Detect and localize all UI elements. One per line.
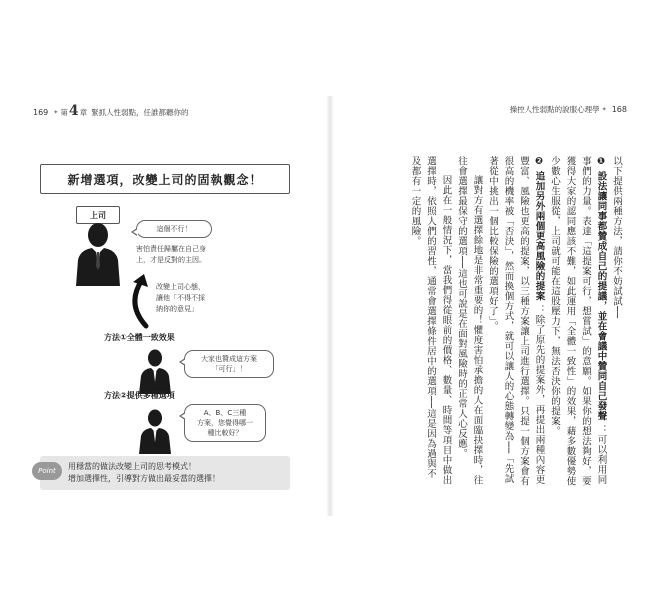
point-text [68,461,220,485]
item1-heading: 設法讓同事都贊成自己的提議，並在會議中贊同自己發聲 [595,171,607,422]
chapter-prefix: 第 [60,107,68,117]
method1-speech-bubble [184,350,274,378]
ornament-icon: ✦ [53,108,59,116]
method2-speech-bubble [184,404,266,442]
item1-paragraph [547,156,609,486]
method2-bubble-line: 種比較好？ [207,429,243,437]
method2-label: 方法②提供多種選項 [104,391,175,400]
method2-bubble-line: A、B、C三種 [203,409,247,417]
chapter-suffix: 章 [79,107,88,117]
ornament-icon: ✦ [601,106,607,113]
chapter-number: 4 [68,103,79,119]
method2-bubble-line: 方案，您覺得哪一 [197,419,253,427]
method1-label: 方法①全體一致效果 [104,333,175,342]
intro-paragraph: 以下提供兩種方法，請你不妨試試── [611,156,622,319]
right-running-title: 操控人性弱點的說服心理學 [509,105,600,114]
method1-bubble-line: 「可行」！ [211,365,247,373]
change-note-line: 讓他「不得不採 [156,294,205,302]
method1-bubble-line: 大家也贊成這方案 [201,355,257,363]
right-page-number: 168 [611,105,627,114]
boss-silhouette-icon [74,220,122,286]
diagram-title: 新增選項，改變上司的固執觀念！ [40,164,290,194]
book-gutter [326,96,334,516]
point-line: 增加選擇性，引導對方做出最妥當的選擇！ [68,474,220,483]
boss-note-line: 上，才是反對的主因。 [136,256,206,264]
left-page-diagram [40,164,290,484]
body-paragraph-1: 讓對方有選擇餘地是非常重要的！懼度害怕承擔的人在面臨抉擇時，往往會選擇最保守的選項──這也可說是在面對風險時的正常人心反應。 [456,156,483,485]
body-paragraph-2: 因此在一般情況下，當我們得從眼前的價格、數量、時間等項目中做出選擇時，依照人們的習性，通常會選擇條件居中的選項──這是因為過與不及都有一定的風險。 [409,156,452,485]
colleague-silhouette-icon [138,408,172,454]
colleague-silhouette-icon [138,348,172,394]
point-line: 用穩當的做法改變上司的思考模式！ [68,462,196,471]
left-running-title: 緊抓人性弱點，任誰都聽你的 [91,107,189,117]
left-page-number: 169 [33,107,49,117]
item2-paragraph [485,156,547,486]
boss-note-line: 害怕責任歸屬在自己身 [136,245,206,253]
item1-number: ❶ [595,156,607,168]
book-spread [14,96,642,516]
item2-heading: 追加另外兩個更高風險的提案 [533,171,545,302]
right-page-header [510,104,630,115]
item2-text: ：除了原先的提案外，再提出兩種內容更豐富、風險也更高的提案，以三種方案讓上司進行選擇。只提一個方案會有很高的機率被「否決」，然而換個方式，就可以讓人的心態轉變為──「先試著從中挑出一個比較保險的選項好了」。 [487,156,545,486]
boss-note [136,244,206,266]
curved-arrow-icon [124,274,152,330]
point-summary-box [40,456,290,490]
boss-label: 上司 [76,206,120,224]
change-note-line: 納你的意見」 [156,305,198,313]
point-tag: Point [32,462,62,480]
boss-speech-bubble [136,220,212,238]
change-note-line: 改變上司心態， [156,283,205,291]
item2-number: ❷ [533,156,545,168]
left-page-header [30,104,189,120]
change-note [156,282,205,315]
boss-bubble-text: 這個不行！ [156,225,192,233]
right-page-body [352,156,624,486]
item1-text: ：可以利用同事們的力量。表達「這提案可行，想嘗試」的意願。如果你的想法夠好，要獲得大家的認同應該不難，如此運用「全體一致性」的效果，藉多數優勢使少數心生服從，上司就可能在這股壓力下，無法否決你的提案。 [549,156,607,486]
